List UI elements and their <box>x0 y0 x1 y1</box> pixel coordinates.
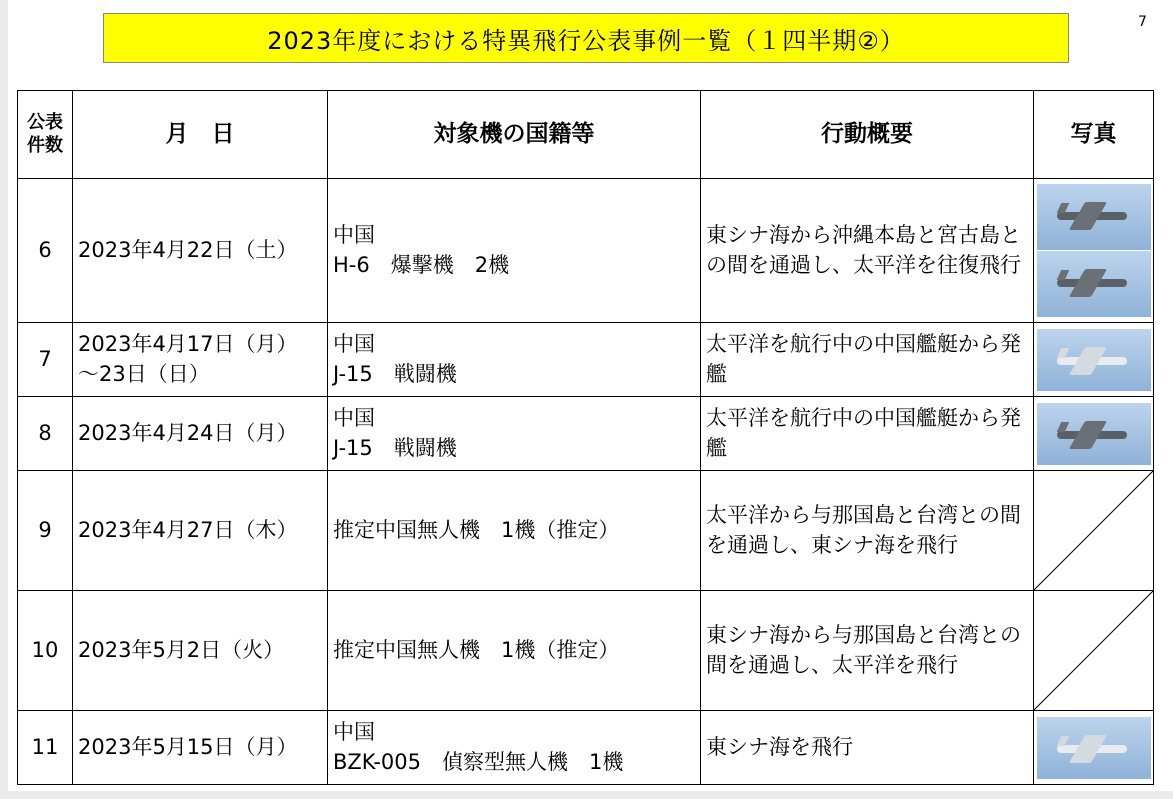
row-action: 太平洋から与那国島と台湾との間を通過し、東シナ海を飛行 <box>701 471 1034 591</box>
row-aircraft: 中国 H-6 爆撃機 2機 <box>328 179 701 323</box>
incident-table <box>17 90 1154 785</box>
table-header-row <box>18 91 1154 179</box>
row-photo <box>1034 179 1154 323</box>
fighter-photo-icon <box>1037 329 1151 391</box>
table-row <box>18 471 1154 591</box>
page-number: 7 <box>1138 14 1147 30</box>
row-photo <box>1034 397 1154 471</box>
drone-photo-icon <box>1037 717 1151 779</box>
page-title-banner <box>103 13 1069 63</box>
row-photo <box>1034 711 1154 785</box>
row-date: 2023年4月17日（月） ～23日（日） <box>73 323 328 397</box>
row-aircraft: 中国 BZK-005 偵察型無人機 1機 <box>328 711 701 785</box>
row-action: 東シナ海から与那国島と台湾との間を通過し、太平洋を飛行 <box>701 591 1034 711</box>
header-action: 行動概要 <box>701 91 1034 179</box>
row-aircraft: 推定中国無人機 1機（推定） <box>328 471 701 591</box>
row-action: 太平洋を航行中の中国艦艇から発艦 <box>701 323 1034 397</box>
table-row <box>18 591 1154 711</box>
row-photo-empty <box>1034 471 1154 591</box>
row-number: 11 <box>18 711 73 785</box>
table-row <box>18 711 1154 785</box>
row-action: 太平洋を航行中の中国艦艇から発艦 <box>701 397 1034 471</box>
row-date: 2023年5月15日（月） <box>73 711 328 785</box>
slide <box>8 0 1173 791</box>
fighter-photo-icon <box>1037 403 1151 465</box>
row-number: 10 <box>18 591 73 711</box>
row-aircraft: 中国 J-15 戦闘機 <box>328 323 701 397</box>
row-number: 7 <box>18 323 73 397</box>
row-number: 8 <box>18 397 73 471</box>
row-date: 2023年4月24日（月） <box>73 397 328 471</box>
row-date: 2023年4月22日（土） <box>73 179 328 323</box>
row-aircraft: 中国 J-15 戦闘機 <box>328 397 701 471</box>
table-row <box>18 397 1154 471</box>
diagonal-slash-icon <box>1034 471 1153 590</box>
header-count: 公表 件数 <box>18 91 73 179</box>
row-action: 東シナ海を飛行 <box>701 711 1034 785</box>
page-title: 2023年度における特異飛行公表事例一覧（１四半期②） <box>267 26 905 55</box>
row-action: 東シナ海から沖縄本島と宮古島との間を通過し、太平洋を往復飛行 <box>701 179 1034 323</box>
row-aircraft: 推定中国無人機 1機（推定） <box>328 591 701 711</box>
header-aircraft: 対象機の国籍等 <box>328 91 701 179</box>
header-date: 月 日 <box>73 91 328 179</box>
row-date: 2023年4月27日（木） <box>73 471 328 591</box>
row-photo <box>1034 323 1154 397</box>
bomber-photo-icon <box>1037 184 1151 250</box>
row-photo-empty <box>1034 591 1154 711</box>
row-number: 9 <box>18 471 73 591</box>
header-photo: 写真 <box>1034 91 1154 179</box>
table-row <box>18 179 1154 323</box>
table-row <box>18 323 1154 397</box>
row-number: 6 <box>18 179 73 323</box>
row-date: 2023年5月2日（火） <box>73 591 328 711</box>
diagonal-slash-icon <box>1034 591 1153 710</box>
bomber-photo-icon <box>1037 251 1151 317</box>
